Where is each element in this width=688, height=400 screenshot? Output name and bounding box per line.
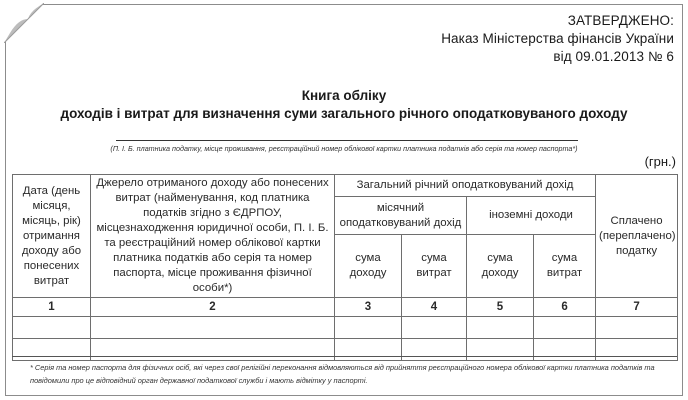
header-monthly-income: місячний оподатковуваний дохід: [335, 197, 467, 235]
page-curl-icon: [4, 3, 44, 43]
table-cell[interactable]: [467, 317, 534, 339]
table-cell[interactable]: [335, 339, 402, 361]
table-cell[interactable]: [13, 317, 91, 339]
table-cell[interactable]: [534, 339, 596, 361]
currency-label: (грн.): [644, 154, 676, 169]
ledger-table: [12, 174, 678, 361]
table-row: [13, 339, 678, 361]
approval-date: від 09.01.2013 № 6: [553, 49, 674, 64]
taxpayer-fill-line[interactable]: [116, 140, 578, 141]
header-foreign-income: іноземні доходи: [467, 197, 596, 235]
approval-stamp: [441, 12, 674, 66]
table-cell[interactable]: [402, 339, 467, 361]
table-cell[interactable]: [596, 317, 678, 339]
approval-order: Наказ Міністерства фінансів України: [441, 31, 674, 46]
column-number: 4: [402, 298, 467, 317]
header-tax-paid: Сплачено (переплачено) податку: [596, 175, 678, 298]
table-cell[interactable]: [13, 339, 91, 361]
title-line-2: доходів і витрат для визначення суми загального річного оподатковуваного доходу: [60, 106, 628, 121]
table-cell[interactable]: [596, 339, 678, 361]
column-number-row: [13, 298, 678, 317]
approval-heading: ЗАТВЕРДЖЕНО:: [567, 13, 674, 28]
footnote: * Серія та номер паспорта для фізичних осіб, які через свої релігійні переконання відмовляються від прийняття реєстраційного номера облікової картки платника податків та повідомили про це відповідний орган державної податкової служби і мають відмітку у паспорті.: [30, 363, 655, 385]
header-monthly-income-amount: сума доходу: [335, 235, 402, 298]
header-date: Дата (день місяця, місяць, рік) отримання доходу або понесених витрат: [13, 175, 91, 298]
column-number: 2: [91, 298, 335, 317]
table-cell[interactable]: [534, 317, 596, 339]
table-cell[interactable]: [402, 317, 467, 339]
table-cell[interactable]: [91, 339, 335, 361]
column-number: 3: [335, 298, 402, 317]
header-source: Джерело отриманого доходу або понесених витрат (найменування, код платника податків згідно з ЄДРПОУ, місцезнаходження юридичної особи, П. І. Б. та реєстраційний номер облікової картки платника податків або серія та номер паспорта, місце проживання фізичної особи*): [91, 175, 335, 298]
title-line-1: Книга обліку: [301, 88, 387, 103]
table-cell[interactable]: [91, 317, 335, 339]
column-number: 1: [13, 298, 91, 317]
taxpayer-caption: (П. І. Б. платника податку, місце проживання, реєстраційний номер облікової картки платника податків або серія та номер паспорта*): [110, 144, 578, 153]
column-number: 5: [467, 298, 534, 317]
column-number: 7: [596, 298, 678, 317]
header-foreign-expense-amount: сума витрат: [534, 235, 596, 298]
document-title: [0, 87, 688, 123]
footnote-divider: [12, 356, 677, 357]
table-cell[interactable]: [467, 339, 534, 361]
header-monthly-expense-amount: сума витрат: [402, 235, 467, 298]
column-number: 6: [534, 298, 596, 317]
table-row: [13, 317, 678, 339]
header-foreign-income-amount: сума доходу: [467, 235, 534, 298]
header-total-income: Загальний річний оподатковуваний дохід: [335, 175, 596, 197]
table-cell[interactable]: [335, 317, 402, 339]
